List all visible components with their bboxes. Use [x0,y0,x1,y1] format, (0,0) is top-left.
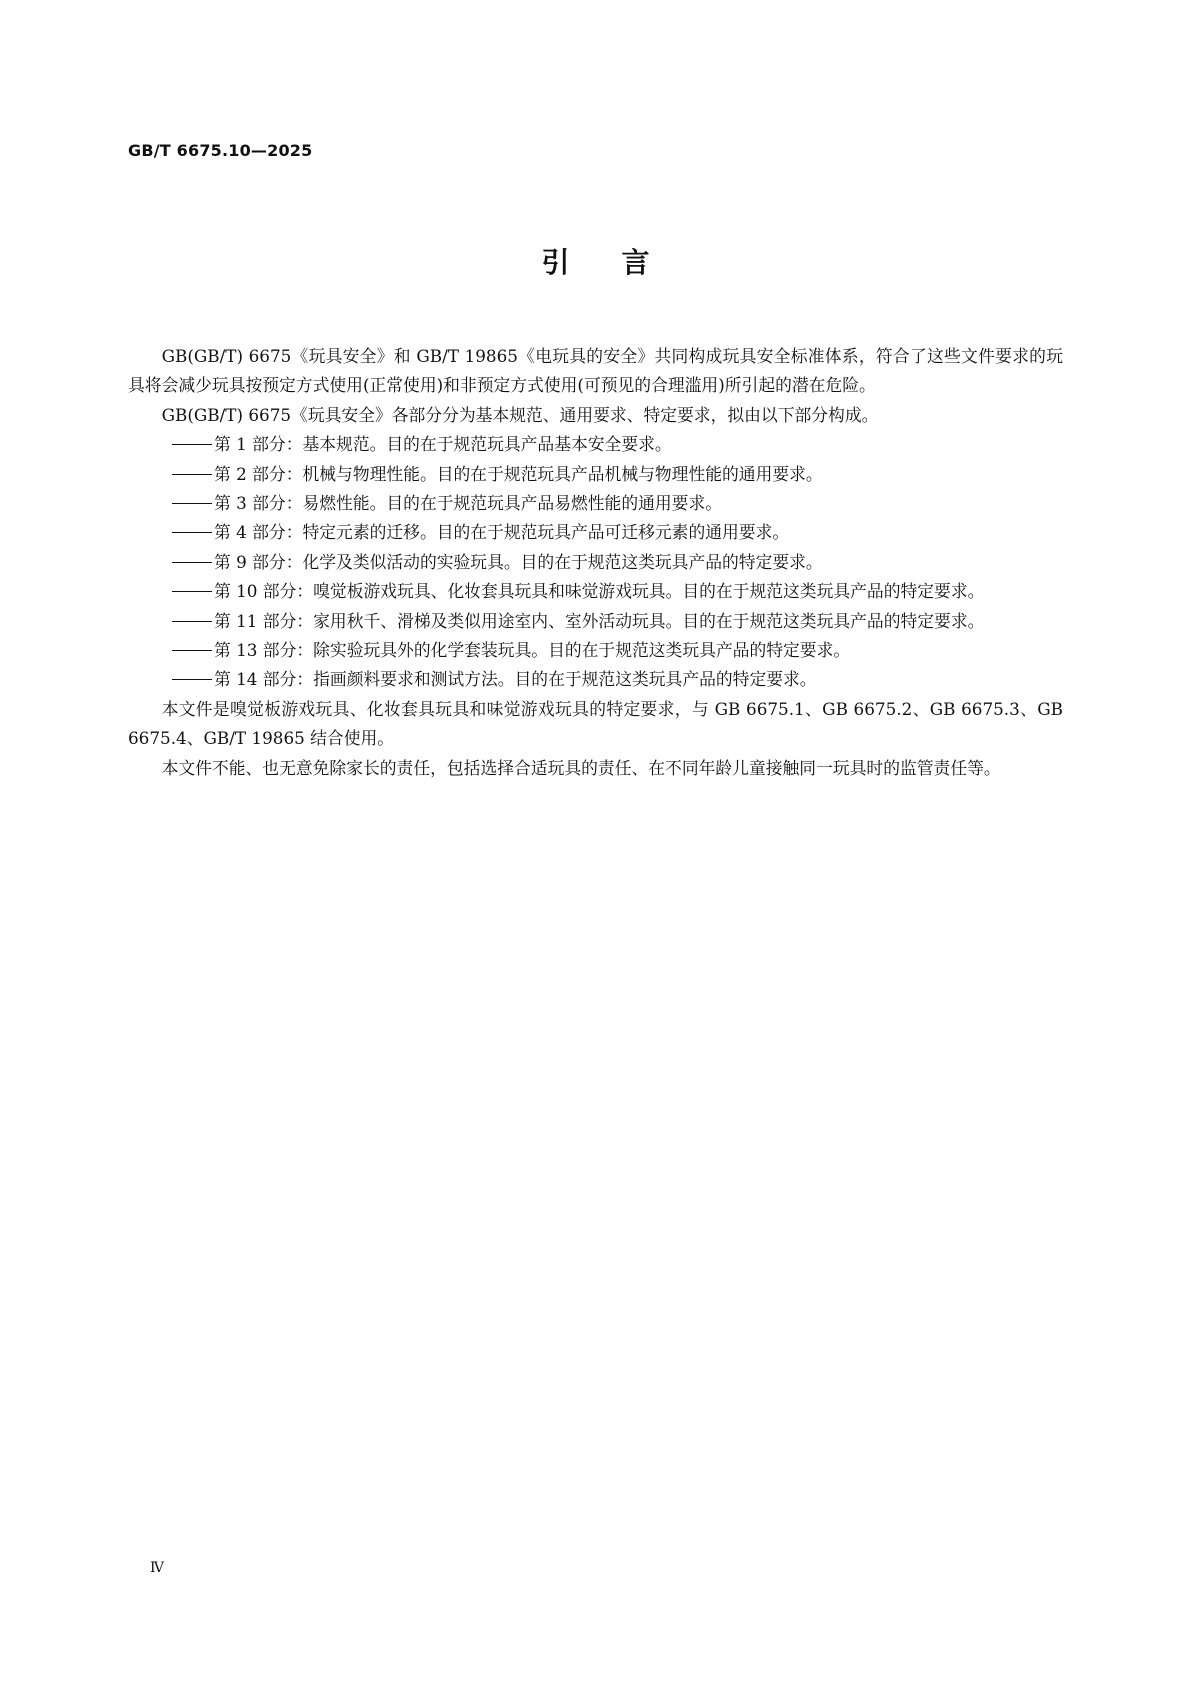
dash-marker [172,562,212,563]
list-item-text: 第 10 部分：嗅觉板游戏玩具、化妆套具玩具和味觉游戏玩具。目的在于规范这类玩具产品的特定要求。 [214,581,985,602]
dash-marker [172,444,212,445]
intro-paragraph-1: GB(GB/T) 6675《玩具安全》和 GB/T 19865《电玩具的安全》共同构成玩具安全标准体系，符合了这些文件要求的玩具将会减少玩具按预定方式使用(正常使用)和非预定方式使用(可预见的合理滥用)所引起的潜在危险。 [128,346,1063,396]
page-title: 引言 [541,246,702,279]
introduction-body [128,342,1063,783]
intro-paragraph-3: 本文件是嗅觉板游戏玩具、化妆套具玩具和味觉游戏玩具的特定要求，与 GB 6675.1、GB 6675.2、GB 6675.3、GB 6675.4、GB/T 19865 结合使用。 [128,698,1063,749]
list-item-text: 第 11 部分：家用秋千、滑梯及类似用途室内、室外活动玩具。目的在于规范这类玩具产品的特定要求。 [214,610,985,631]
dash-marker [172,532,212,533]
dash-marker [172,621,212,622]
dash-marker [172,591,212,592]
intro-paragraph-2: GB(GB/T) 6675《玩具安全》各部分分为基本规范、通用要求、特定要求，拟由以下部分构成。 [161,404,879,425]
list-item-text: 第 14 部分：指画颜料要求和测试方法。目的在于规范这类玩具产品的特定要求。 [214,669,817,690]
page-number: Ⅳ [150,1560,164,1576]
list-item-text: 第 9 部分：化学及类似活动的实验玩具。目的在于规范这类玩具产品的特定要求。 [214,551,823,572]
list-item-part-3 [128,489,1063,518]
list-item-text: 第 2 部分：机械与物理性能。目的在于规范玩具产品机械与物理性能的通用要求。 [214,463,823,484]
list-item-text: 第 4 部分：特定元素的迁移。目的在于规范玩具产品可迁移元素的通用要求。 [214,522,790,543]
list-item-part-1 [128,430,1063,459]
list-item-text: 第 1 部分：基本规范。目的在于规范玩具产品基本安全要求。 [214,434,672,455]
list-item-text: 第 3 部分：易燃性能。目的在于规范玩具产品易燃性能的通用要求。 [214,493,723,514]
list-item-text: 第 13 部分：除实验玩具外的化学套装玩具。目的在于规范这类玩具产品的特定要求。 [214,640,851,661]
list-item-part-14 [128,665,1063,694]
list-item-part-2 [128,460,1063,489]
list-item-part-13 [128,636,1063,665]
dash-marker [172,503,212,504]
dash-marker [172,650,212,651]
list-item-part-10 [128,577,1063,606]
list-item-part-4 [128,518,1063,547]
standard-code-header: GB/T 6675.10—2025 [128,141,313,160]
dash-marker [172,474,212,475]
list-item-part-9 [128,548,1063,577]
intro-paragraph-4: 本文件不能、也无意免除家长的责任，包括选择合适玩具的责任、在不同年龄儿童接触同一玩具时的监管责任等。 [161,757,1001,778]
dash-marker [172,679,212,680]
list-item-part-11 [128,607,1063,636]
